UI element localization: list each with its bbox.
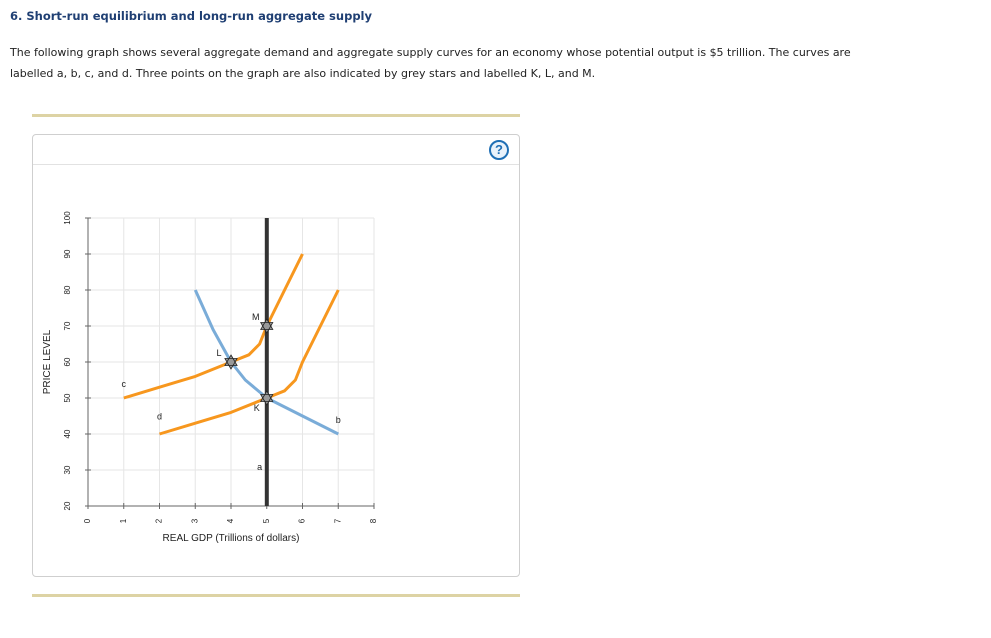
bottom-divider: [32, 594, 520, 597]
y-tick-label: 40: [63, 429, 72, 439]
x-tick-label: 0: [83, 518, 92, 524]
x-axis-title: REAL GDP (Trillions of dollars): [162, 533, 300, 544]
axes: [42, 211, 378, 544]
x-tick-label: 2: [154, 518, 164, 524]
point-M-label: M: [252, 312, 260, 322]
curve-label-a: a: [257, 462, 263, 472]
point-K-label: K: [253, 403, 260, 413]
x-tick-label: 8: [369, 518, 378, 524]
point-L-label: L: [216, 348, 222, 358]
x-tick-label: 1: [118, 518, 128, 524]
y-tick-label: 30: [63, 465, 72, 475]
curve-label-b: b: [335, 415, 341, 426]
x-tick-label: 6: [297, 518, 307, 524]
question-title: 6. Short-run equilibrium and long-run aggregate supply: [10, 9, 372, 23]
x-tick-label: 3: [190, 518, 200, 524]
y-tick-label: 20: [63, 501, 72, 511]
y-tick-label: 60: [63, 357, 72, 367]
x-tick-label: 4: [226, 518, 235, 524]
y-tick-label: 50: [63, 393, 72, 403]
x-tick-label: 7: [333, 518, 343, 524]
help-icon[interactable]: ?: [489, 140, 509, 160]
y-tick-label: 90: [63, 249, 72, 259]
y-tick-label: 70: [63, 321, 72, 331]
y-tick-label: 100: [63, 211, 72, 225]
curve-label-c: c: [121, 379, 126, 390]
y-axis-title: PRICE LEVEL: [42, 329, 53, 395]
point-M-star: [261, 319, 273, 333]
x-tick-label: 5: [261, 518, 271, 524]
y-tick-label: 80: [63, 285, 72, 295]
question-text: The following graph shows several aggregate demand and aggregate supply curves for an economy whose potential output is $5 trillion. The curves are labelled a, b, c, and d. Three points on the graph are also indicated by grey stars and labelled K, L, and M.: [10, 46, 851, 80]
curve-label-d: d: [156, 411, 163, 422]
